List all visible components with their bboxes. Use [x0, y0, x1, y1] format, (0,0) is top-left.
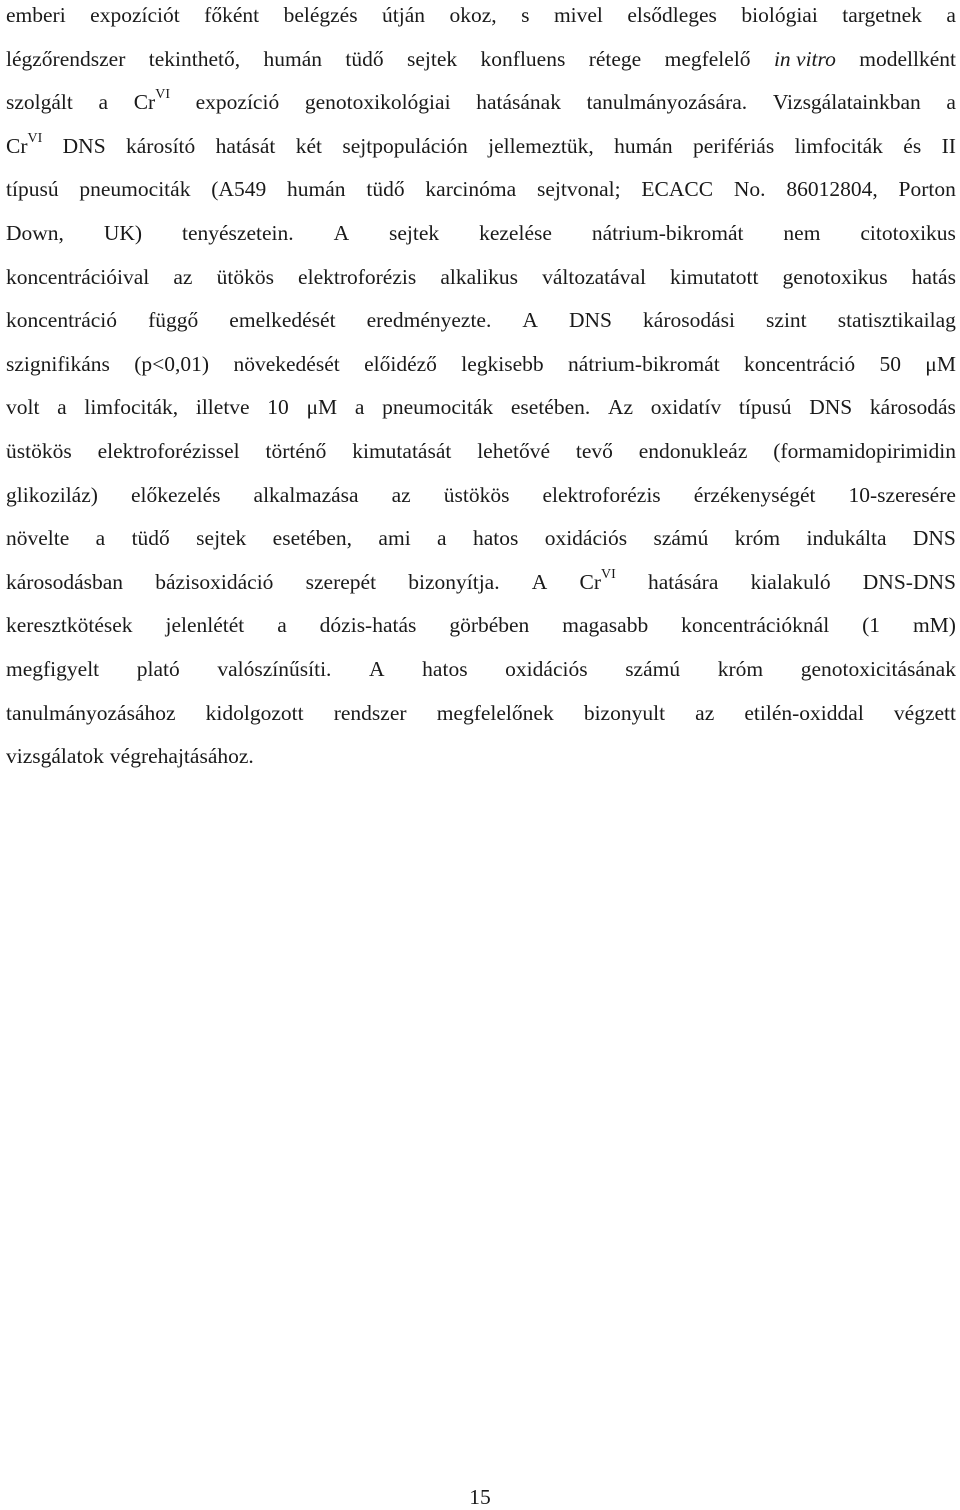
word: koncentrációival: [6, 264, 150, 289]
word: belégzés: [283, 3, 358, 27]
word: emberi: [6, 3, 66, 27]
word: s: [521, 3, 530, 27]
text-line: [6, 698, 956, 742]
word: sejtek: [389, 220, 440, 245]
word: kialakuló: [750, 569, 831, 594]
word: etilén-oxiddal: [744, 700, 864, 725]
page-number: 15: [469, 1485, 491, 1509]
text-line: [6, 131, 956, 175]
word: növekedését: [233, 351, 340, 376]
word: tanulmányozására.: [586, 90, 748, 115]
text-line: [6, 741, 956, 785]
word: elsődleges: [627, 3, 717, 27]
word: légzőrendszer: [6, 46, 126, 71]
word: tüdő: [131, 526, 170, 551]
word: tenyészetein.: [182, 220, 294, 245]
word: koncentrációknál: [681, 613, 830, 638]
word: dózis-hatás: [319, 613, 417, 638]
text-line: [6, 436, 956, 480]
word: Az: [607, 395, 634, 420]
word: bázisoxidáció: [155, 569, 274, 594]
word: rendszer: [333, 700, 407, 725]
word: vizsgálatok: [6, 744, 104, 769]
word: ami: [378, 526, 411, 551]
word: A: [333, 220, 350, 245]
word: UK): [103, 220, 143, 245]
text-line: [6, 654, 956, 698]
word: valószínűsíti.: [217, 656, 332, 681]
word: DNS: [62, 133, 106, 158]
word: bizonyítja.: [408, 569, 500, 594]
word: sejtek: [196, 526, 247, 551]
word: sejtek: [407, 46, 458, 71]
word: üstökös: [6, 438, 72, 463]
word: A: [522, 308, 538, 333]
word: 10-szeresére: [848, 482, 956, 507]
word: (p<0,01): [134, 351, 210, 376]
word: az: [173, 264, 193, 289]
word: volt: [6, 395, 40, 420]
word: oxidációs: [544, 526, 628, 551]
word: Down,: [6, 220, 64, 245]
word: μM: [306, 395, 338, 420]
word: koncentráció: [744, 351, 856, 376]
word: limfociták: [794, 133, 883, 158]
word: károsodás: [869, 395, 956, 420]
word: számú: [653, 526, 709, 551]
word: DNS: [568, 308, 612, 333]
text-line: [6, 44, 956, 88]
word: rétege: [588, 46, 642, 71]
word: $Cr^{VI}$: [579, 566, 616, 594]
word: expozíció: [195, 90, 280, 115]
word: ECACC: [641, 177, 714, 202]
text-line: [6, 567, 956, 611]
word: ütökös: [216, 264, 274, 289]
word: 50: [879, 351, 901, 376]
word: legkisebb: [461, 351, 544, 376]
word: plató: [136, 656, 180, 681]
word: a: [946, 3, 956, 27]
text-line: [6, 480, 956, 524]
word: előidéző: [364, 351, 437, 376]
word: károsodásban: [6, 569, 124, 594]
word: humán: [287, 177, 346, 202]
word: a: [437, 526, 447, 551]
superscript: VI: [155, 87, 170, 103]
word: limfociták,: [84, 395, 179, 420]
word: lehetővé: [477, 438, 551, 463]
word: kimutatott: [670, 264, 759, 289]
word: emelkedését: [229, 308, 336, 333]
word: A: [531, 569, 548, 594]
word: végrehajtásához.: [109, 744, 254, 769]
text-line: [6, 262, 956, 306]
word: konfluens: [480, 46, 566, 71]
word: az: [391, 482, 411, 507]
word: expozíciót: [90, 3, 180, 27]
word: humán: [614, 133, 673, 158]
word: genotoxicitásának: [800, 656, 956, 681]
word: genotoxikus: [782, 264, 888, 289]
word: statisztikailag: [837, 308, 956, 333]
word: hatásának: [476, 90, 561, 115]
word: (formamidopirimidin: [773, 438, 956, 463]
word: humán: [263, 46, 323, 71]
word: perifériás: [693, 133, 775, 158]
word: görbében: [449, 613, 530, 638]
word: sejtvonal;: [536, 177, 621, 202]
text-line: [6, 305, 956, 349]
word: elektroforézis: [298, 264, 417, 289]
word: megfigyelt: [6, 656, 100, 681]
word: nátrium-bikromát: [568, 351, 720, 376]
word: μM: [925, 351, 956, 376]
word: pneumociták: [79, 177, 191, 202]
word: elektroforézissel: [97, 438, 240, 463]
word: a: [277, 613, 287, 638]
word: keresztkötések: [6, 613, 133, 638]
word: nátrium-bikromát: [591, 220, 744, 245]
word: a: [946, 90, 956, 115]
word: DNS: [809, 395, 853, 420]
word: függő: [148, 308, 199, 333]
word: modellként: [859, 46, 956, 71]
superscript: VI: [27, 130, 43, 146]
text-line: [6, 610, 956, 654]
word: okoz,: [449, 3, 497, 27]
word: megfelelő: [664, 46, 751, 71]
word: nem: [783, 220, 821, 245]
word: elektroforézis: [542, 482, 661, 507]
word: főként: [204, 3, 260, 27]
word: Vizsgálatainkban: [772, 90, 921, 115]
word: a: [57, 395, 67, 420]
word: bizonyult: [583, 700, 666, 725]
text-line: [6, 349, 956, 393]
word: kimutatását: [352, 438, 452, 463]
word: citotoxikus: [860, 220, 956, 245]
word: sejtpopuláción: [342, 133, 468, 158]
word: koncentráció: [6, 308, 118, 333]
word: jelenlétét: [165, 613, 245, 638]
word: DNS: [912, 526, 956, 551]
word: tekinthető,: [148, 46, 241, 71]
word: tüdő: [366, 177, 405, 202]
text-line: [6, 87, 956, 131]
word: indukálta: [806, 526, 887, 551]
word: targetnek: [842, 3, 922, 27]
word: a: [95, 526, 106, 551]
word: változatával: [542, 264, 646, 289]
word: számú: [625, 656, 681, 681]
word: oxidációs: [505, 656, 588, 681]
word: illetve: [195, 395, 250, 420]
word: eredményezte.: [366, 308, 492, 333]
word: károsító: [126, 133, 196, 158]
word: alkalmazása: [253, 482, 359, 507]
word: típusú: [6, 177, 59, 202]
text-line: [6, 218, 956, 262]
word: Porton: [898, 177, 956, 202]
body-text: [6, 0, 956, 785]
word: II: [941, 133, 956, 158]
word: hatás: [911, 264, 956, 289]
word: biológiai: [741, 3, 818, 27]
superscript: VI: [601, 566, 616, 582]
word: in vitro: [773, 46, 836, 71]
word: króm: [734, 526, 781, 551]
text-line: [6, 0, 956, 44]
word: $Cr^{VI}$: [6, 130, 43, 158]
text-line: [6, 392, 956, 436]
word: hatos: [422, 656, 468, 681]
word: megfelelőnek: [436, 700, 554, 725]
word: genotoxikológiai: [304, 90, 451, 115]
word: DNS-DNS: [862, 569, 956, 594]
word: tevő: [575, 438, 613, 463]
word: kezelése: [479, 220, 552, 245]
word: $Cr^{VI}$: [133, 87, 170, 115]
word: jellemeztük,: [488, 133, 594, 158]
word: a: [354, 395, 365, 420]
word: glikoziláz): [6, 482, 98, 507]
word: károsodási: [643, 308, 735, 333]
word: hatására: [647, 569, 719, 594]
text-line: [6, 174, 956, 218]
word: No.: [733, 177, 766, 202]
word: oxidatív: [650, 395, 722, 420]
word: (A549: [211, 177, 267, 202]
word: előkezelés: [130, 482, 221, 507]
word: pneumociták: [382, 395, 494, 420]
word: esetében,: [272, 526, 353, 551]
word: az: [695, 700, 715, 725]
word: növelte: [6, 526, 70, 551]
word: 10: [267, 395, 289, 420]
word: típusú: [738, 395, 792, 420]
word: szolgált: [6, 90, 73, 115]
word: esetében.: [510, 395, 591, 420]
word: két: [295, 133, 322, 158]
text-line: [6, 523, 956, 567]
word: történő: [265, 438, 327, 463]
word: útján: [382, 3, 426, 27]
word: mM): [912, 613, 956, 638]
word: hatását: [215, 133, 276, 158]
word: tanulmányozásához: [6, 700, 176, 725]
word: kidolgozott: [205, 700, 304, 725]
word: endonukleáz: [638, 438, 748, 463]
word: szint: [766, 308, 807, 333]
word: alkalikus: [440, 264, 518, 289]
word: karcinóma: [425, 177, 517, 202]
word: végzett: [893, 700, 956, 725]
word: magasabb: [562, 613, 649, 638]
word: 86012804,: [786, 177, 878, 202]
word: érzékenységét: [693, 482, 816, 507]
word: A: [369, 656, 385, 681]
word: hatos: [472, 526, 519, 551]
word: szerepét: [305, 569, 377, 594]
word: mivel: [553, 3, 603, 27]
word: tüdő: [345, 46, 384, 71]
word: a: [98, 90, 109, 115]
word: és: [903, 133, 922, 158]
word: (1: [862, 613, 881, 638]
word: króm: [717, 656, 764, 681]
word: üstökös: [443, 482, 510, 507]
word: szignifikáns: [6, 351, 110, 376]
